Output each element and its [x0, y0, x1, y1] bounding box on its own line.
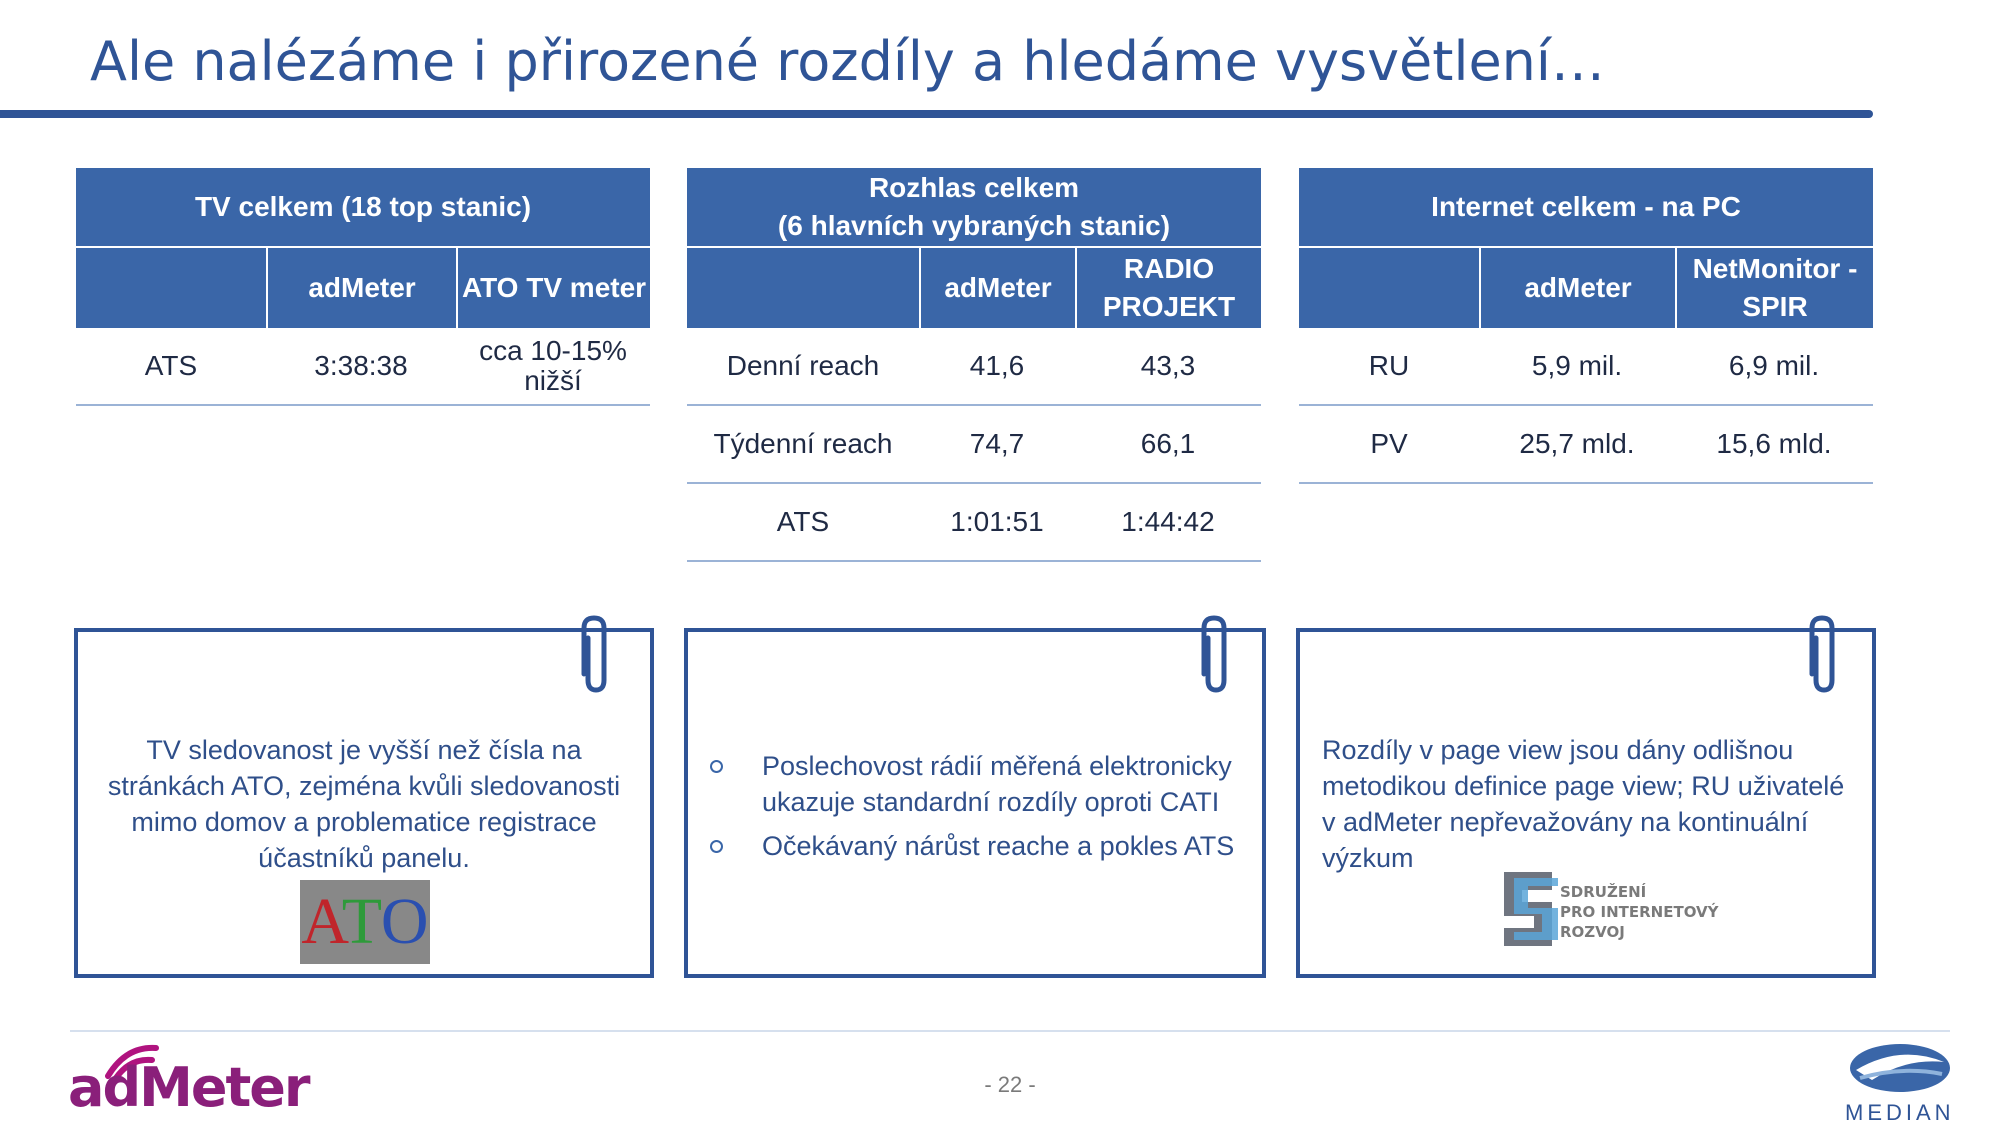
internet-col-empty: [1299, 248, 1479, 328]
radio-row-admeter: 41,6: [969, 350, 1025, 381]
tv-row-admeter: 3:38:38: [314, 350, 408, 381]
paperclip-icon: [1196, 614, 1236, 694]
table-row: [687, 484, 1261, 562]
internet-row-label: RU: [1368, 350, 1410, 381]
list-item: [710, 828, 1250, 864]
radio-note-bullet-1: Poslechovost rádií měřená elektronicky ukazuje standardní rozdíly oproti CATI: [762, 751, 1232, 817]
radio-header-line1: Rozhlas celkem: [868, 172, 1080, 203]
tv-row-ato: cca 10-15% nižší: [479, 335, 627, 396]
bullet-icon: [710, 760, 723, 773]
radio-col-radioprojekt: RADIO PROJEKT: [1075, 248, 1261, 328]
internet-col-netmonitor: NetMonitor - SPIR: [1675, 248, 1873, 328]
radio-row-label: Týdenní reach: [713, 428, 893, 459]
radio-row-radioprojekt: 1:44:42: [1121, 506, 1215, 537]
ato-logo: ATO: [300, 880, 430, 964]
tv-table: [76, 168, 650, 406]
table-row: [76, 328, 650, 406]
radio-header-line2: (6 hlavních vybraných stanic): [777, 210, 1171, 241]
table-row: [687, 328, 1261, 406]
radio-row-radioprojekt: 43,3: [1140, 350, 1196, 381]
page-number: - 22 -: [984, 1072, 1036, 1097]
list-item: [710, 748, 1250, 820]
internet-col-admeter: adMeter: [1479, 248, 1675, 328]
internet-row-netmonitor: 6,9 mil.: [1728, 350, 1820, 381]
table-row: [1299, 406, 1873, 484]
tv-table-column-headers: [76, 248, 650, 328]
radio-table: [687, 168, 1261, 562]
radio-table-column-headers: [687, 248, 1261, 328]
radio-note-list: [710, 748, 1250, 872]
tv-table-header: TV celkem (18 top stanic): [76, 168, 650, 246]
title-underline: [0, 110, 1873, 118]
admeter-logo-text: adMeter: [68, 1056, 309, 1119]
internet-note-text: Rozdíly v page view jsou dány odlišnou metodikou definice page view; RU uživatelé v adMeter nepřevažovány na kontinuální výzkum: [1322, 735, 1845, 873]
internet-table: [1299, 168, 1873, 484]
internet-row-admeter: 25,7 mld.: [1519, 428, 1635, 459]
internet-table-header: Internet celkem - na PC: [1299, 168, 1873, 246]
spir-mark-icon: [1498, 868, 1562, 952]
admeter-logo: [68, 1040, 328, 1120]
internet-row-netmonitor: 15,6 mld.: [1716, 428, 1832, 459]
tv-row-label: ATS: [144, 350, 198, 381]
radio-table-header: [687, 168, 1261, 246]
radio-row-label: Denní reach: [726, 350, 880, 381]
spir-logo-line3: ROZVOJ: [1560, 923, 1625, 941]
radio-col-admeter: adMeter: [919, 248, 1075, 328]
table-row: [687, 406, 1261, 484]
spir-logo-line1: SDRUŽENÍ: [1560, 883, 1647, 901]
spir-logo-line2: PRO INTERNETOVÝ: [1560, 903, 1719, 921]
internet-row-admeter: 5,9 mil.: [1531, 350, 1623, 381]
page-title: Ale nalézáme i přirozené rozdíly a hledáme vysvětlení…: [90, 30, 1605, 93]
radio-row-admeter: 74,7: [969, 428, 1025, 459]
footer-divider: [70, 1030, 1950, 1032]
internet-table-column-headers: [1299, 248, 1873, 328]
bullet-icon: [710, 840, 723, 853]
radio-note-box: [684, 628, 1266, 978]
median-mark-icon: [1846, 1040, 1954, 1096]
tv-note-box: [74, 628, 654, 978]
median-logo-text: MEDIAN: [1845, 1100, 1955, 1125]
tv-note-text: TV sledovanost je vyšší než čísla na stránkách ATO, zejména kvůli sledovanosti mimo domov a problematice registrace účastníků panelu.: [107, 735, 621, 873]
internet-note-box: [1296, 628, 1876, 978]
radio-note-bullet-2: Očekávaný nárůst reache a pokles ATS: [762, 831, 1235, 861]
table-row: [1299, 328, 1873, 406]
internet-row-label: PV: [1370, 428, 1408, 459]
radio-row-admeter: 1:01:51: [950, 506, 1044, 537]
tv-col-ato: ATO TV meter: [456, 248, 650, 328]
radio-col-empty: [687, 248, 919, 328]
paperclip-icon: [1804, 614, 1844, 694]
tv-col-empty: [76, 248, 266, 328]
spir-logo: [1498, 868, 1718, 952]
paperclip-icon: [576, 614, 616, 694]
radio-row-radioprojekt: 66,1: [1140, 428, 1196, 459]
tv-col-admeter: adMeter: [266, 248, 456, 328]
radio-row-label: ATS: [776, 506, 830, 537]
